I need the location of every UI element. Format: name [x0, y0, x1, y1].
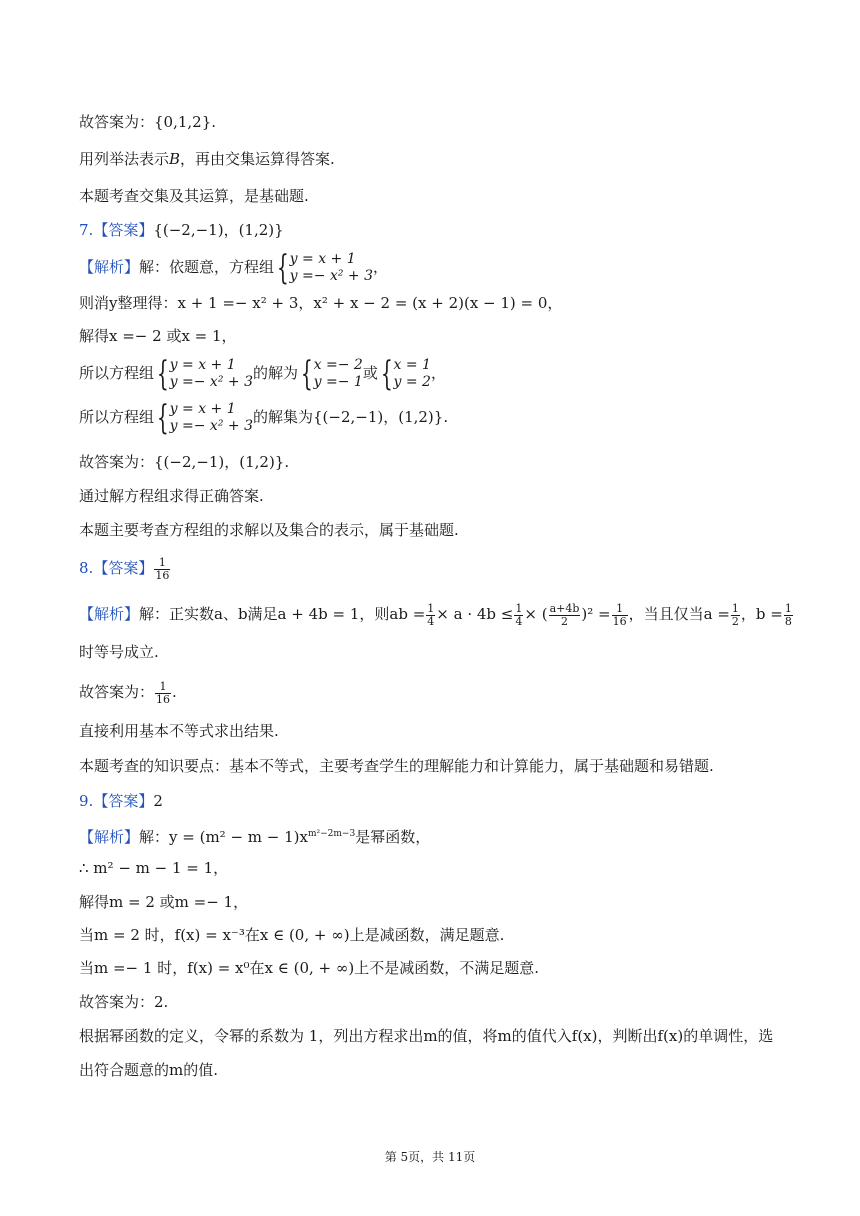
explanation-tag: 【解析】 [79, 258, 140, 276]
text-line: 出符合题意的m的值. [79, 1061, 218, 1079]
text-line: 所以方程组{ y = x + 1 y =− x² + 3 的解集为{(−2,−1)，(1,2)}. [79, 398, 449, 438]
text-line: 时等号成立. [79, 643, 159, 661]
text-line: 故答案为：{0,1,2}. [79, 113, 217, 131]
text-line: 通过解方程组求得正确答案. [79, 487, 264, 505]
answer-tag: 【答案】 [93, 559, 154, 577]
text-line: 则消y整理得：x + 1 =− x² + 3，x² + x − 2 = (x + 2)(x − 1) = 0， [79, 294, 563, 312]
text-line: 本题考查的知识要点：基本不等式，主要考查学生的理解能力和计算能力，属于基础题和易错题. [79, 757, 714, 775]
explanation-tag: 【解析】 [79, 605, 140, 623]
explanation-tag: 【解析】 [79, 828, 140, 846]
text-line: 本题主要考查方程组的求解以及集合的表示，属于基础题. [79, 521, 459, 539]
text-line: 故答案为： $\frac{1}{16}$ . [79, 679, 177, 706]
answer-tag: 【答案】 [93, 221, 154, 239]
q9-answer-line [79, 789, 790, 813]
q7-answer-line [79, 218, 790, 242]
text-line: 当m =− 1 时，f(x) = x⁰在x ∈ (0, + ∞)上不是减函数，不满足题意. [79, 959, 539, 977]
q7-explanation: 【解析】解：依题意，方程组{ y = x + 1 y =− x² + 3 ， [79, 248, 389, 288]
question-number: 8. [79, 559, 94, 577]
question-number: 9. [79, 792, 94, 810]
text-line: 本题考查交集及其运算，是基础题. [79, 187, 309, 205]
text-line: 故答案为：{(−2,−1)，(1,2)}. [79, 453, 290, 471]
q9-explanation: 【解析】解：$y = (m^2 - m - 1)x^{m^2-2m-3}$是幂函数， [79, 828, 431, 846]
text-line: ∴ m² − m − 1 = 1， [79, 859, 229, 877]
page-footer: 第 5页，共 11页 [384, 1150, 476, 1164]
text-line: 所以方程组{ y = x + 1 y =− x² + 3 的解为{ x =− 2 y =− 1 或{ x = 1 y = 2 ， [79, 354, 446, 394]
q8-answer-line: 8.【答案】 $\frac{1}{16}$ [79, 555, 170, 582]
text-line: 解得m = 2 或m =− 1， [79, 893, 249, 911]
answer-tag: 【答案】 [93, 792, 154, 810]
text-line: 用列举法表示B，再由交集运算得答案. [79, 150, 335, 168]
text-line: 故答案为：2. [79, 993, 169, 1011]
answer-value: 2 [153, 792, 163, 810]
text-line: 解得x =− 2 或x = 1， [79, 327, 237, 345]
text-line: 直接利用基本不等式求出结果. [79, 722, 279, 740]
q8-explanation: 【解析】解：正实数a、b满足a + 4b = 1，则ab = $\frac{1}{4}$ × a · 4b ≤ $\frac{1}{4}$ × ( $\frac{a+4b}{2}$ )² = $\frac{1}{16}$ ，当且仅当a = $\frac{1}{2}$ ，b = $\frac{1}{8}$ [79, 601, 792, 628]
answer-value: {(−2,−1)，(1,2)} [153, 221, 284, 239]
question-number: 7. [79, 221, 94, 239]
text-line: 根据幂函数的定义，令幂的系数为 1，列出方程求出m的值，将m的值代入f(x)，判断出f(x)的单调性，选 [79, 1027, 774, 1045]
text-line: 当m = 2 时，f(x) = x⁻³在x ∈ (0, + ∞)上是减函数，满足题意. [79, 926, 505, 944]
